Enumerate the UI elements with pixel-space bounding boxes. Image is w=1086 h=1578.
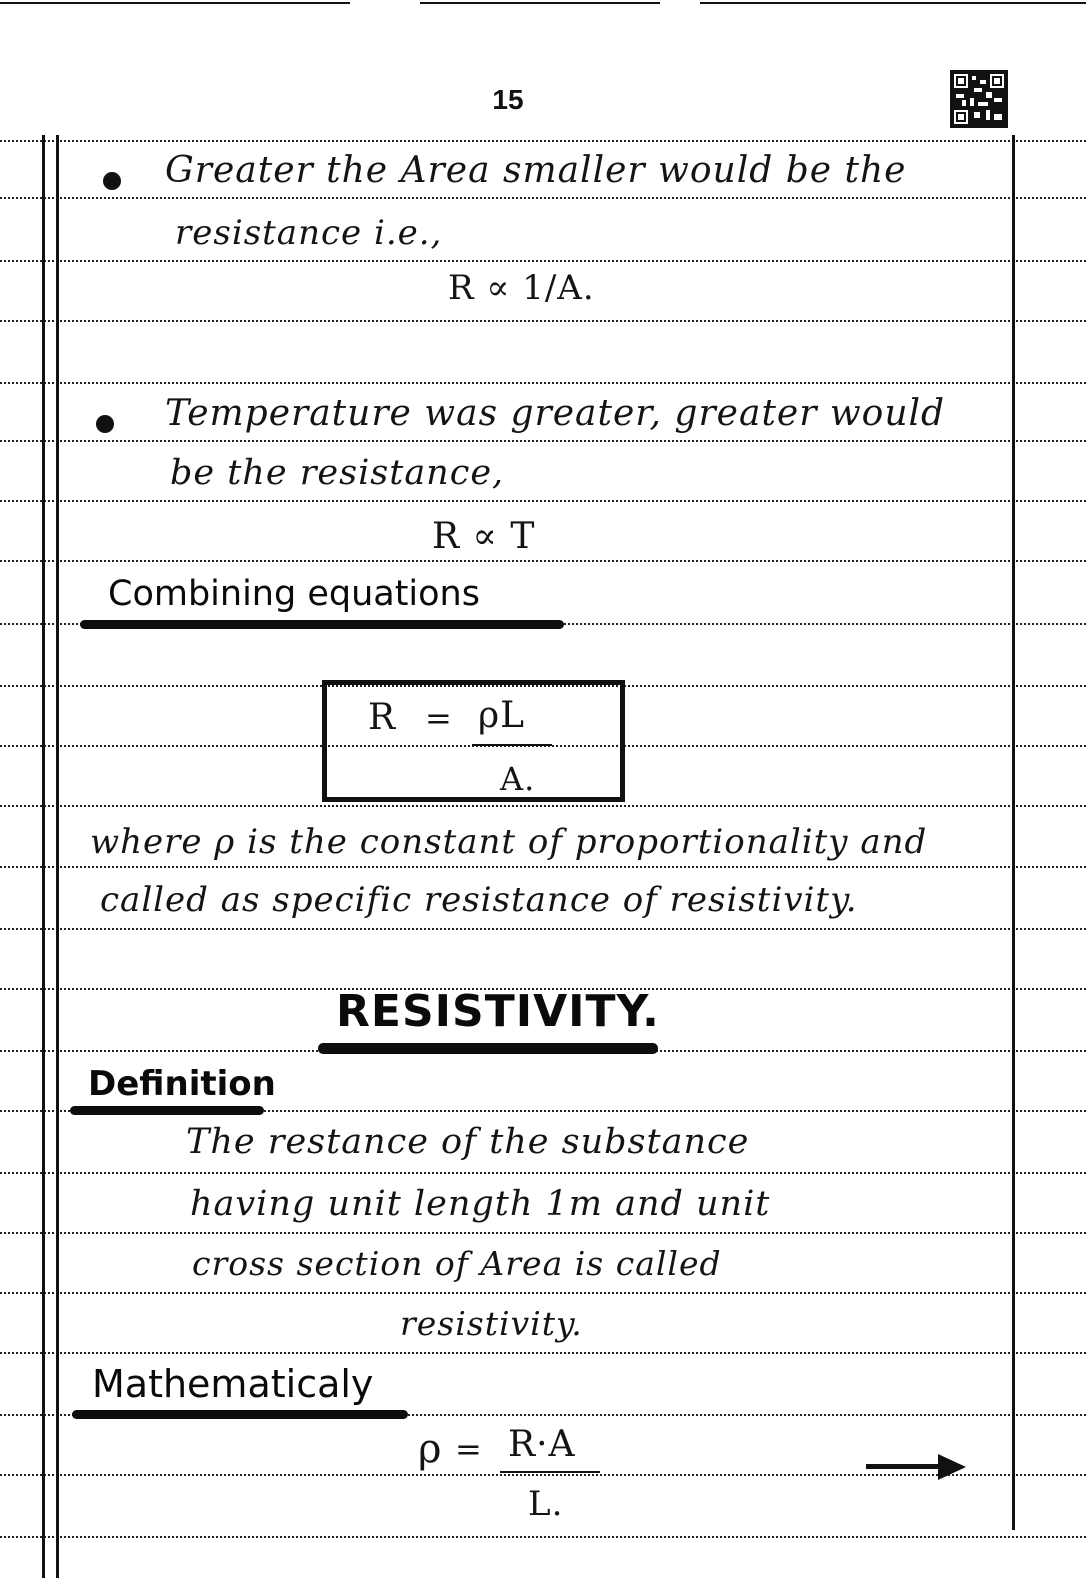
margin-line	[42, 135, 45, 1578]
ruled-line	[0, 382, 1086, 384]
resistivity-title: RESISTIVITY.	[336, 986, 660, 1037]
ruled-line	[0, 1232, 1086, 1234]
ruled-line	[0, 440, 1086, 442]
ruled-line	[0, 928, 1086, 930]
ruled-line	[0, 320, 1086, 322]
top-rule	[700, 2, 1086, 4]
ruled-line	[0, 197, 1086, 199]
qr-code-icon	[950, 70, 1008, 128]
page-number: 15	[492, 84, 524, 115]
ruled-line	[0, 560, 1086, 562]
margin-line	[56, 135, 59, 1578]
ruled-line	[0, 1536, 1086, 1538]
ruled-line	[0, 500, 1086, 502]
definition-heading: Definition	[88, 1064, 276, 1104]
formula-denominator: A.	[500, 760, 536, 798]
arrow-right-icon	[866, 1464, 944, 1469]
heading-underline	[318, 1043, 658, 1054]
resistivity-formula-numerator: R·A	[508, 1424, 576, 1465]
ruled-line	[0, 1352, 1086, 1354]
explanation-line1: where ρ is the constant of proportionality and	[90, 822, 928, 862]
formula-numerator: ρL	[478, 695, 526, 736]
formula-lhs: R	[368, 697, 397, 738]
mathematically-heading: Mathematicaly	[92, 1362, 374, 1406]
ruled-line	[0, 1474, 1086, 1476]
arrow-right-icon	[938, 1454, 966, 1480]
temperature-point-line1: Temperature was greater, greater would	[165, 393, 946, 434]
resistivity-formula-lhs: ρ	[418, 1426, 443, 1472]
area-point-line1: Greater the Area smaller would be the	[165, 150, 907, 191]
ruled-line	[0, 805, 1086, 807]
ruled-line	[0, 1172, 1086, 1174]
ruled-line	[0, 866, 1086, 868]
temperature-relation: R ∝ T	[432, 516, 536, 557]
right-border-line	[1012, 135, 1015, 1530]
top-rule	[420, 2, 660, 4]
definition-line: having unit length 1m and unit	[190, 1184, 771, 1224]
ruled-line	[0, 260, 1086, 262]
area-point-line2: resistance i.e.,	[175, 213, 443, 253]
heading-underline	[70, 1106, 264, 1115]
definition-line: cross section of Area is called	[192, 1244, 722, 1283]
fraction-line	[500, 1471, 600, 1473]
definition-line: The restance of the substance	[186, 1122, 750, 1162]
definition-line: resistivity.	[400, 1304, 583, 1343]
heading-underline	[80, 620, 564, 629]
fraction-line	[472, 744, 552, 746]
resistivity-formula-denominator: L.	[528, 1484, 564, 1524]
ruled-line	[0, 140, 1086, 142]
bullet-point	[103, 172, 121, 190]
bullet-point	[96, 415, 114, 433]
formula-equals: =	[425, 699, 453, 737]
explanation-line2: called as specific resistance of resistivity.	[100, 880, 858, 920]
area-relation: R ∝ 1/A.	[448, 268, 595, 308]
temperature-point-line2: be the resistance,	[170, 453, 505, 493]
top-rule	[0, 2, 350, 4]
combining-equations-heading: Combining equations	[108, 574, 480, 614]
ruled-line	[0, 1292, 1086, 1294]
heading-underline	[72, 1410, 408, 1419]
resistivity-formula-equals: =	[455, 1430, 483, 1468]
